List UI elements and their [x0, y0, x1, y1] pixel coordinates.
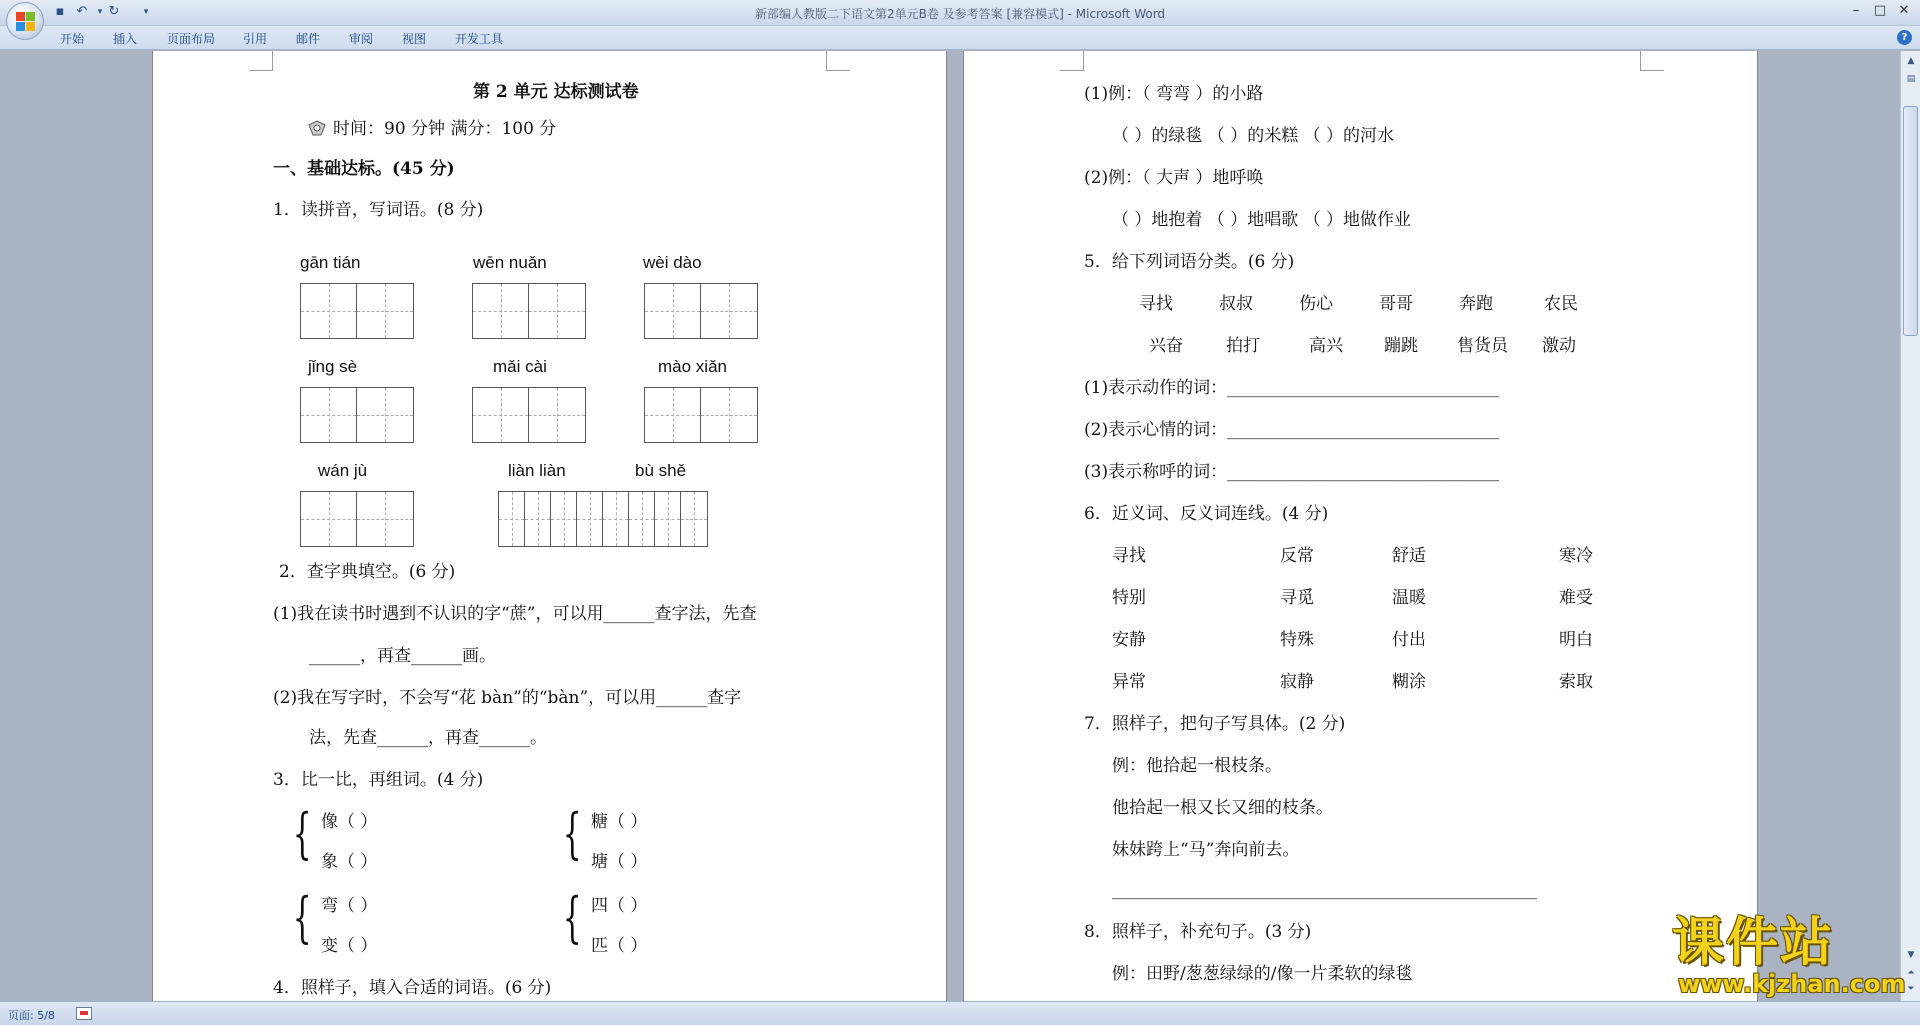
question-heading: 2．查字典填空。(6 分)	[279, 562, 456, 582]
page-count[interactable]: 页面: 5/8	[8, 1009, 55, 1022]
tab-references[interactable]: 引用	[243, 32, 268, 46]
word-chip: 哥哥	[1379, 294, 1413, 314]
pinyin-label: gān tián	[300, 253, 361, 272]
question-text: (2)我在写字时，不会写“花 bàn”的“bàn”，可以用______查字	[273, 688, 742, 708]
compare-word: 塘（ ）	[591, 852, 648, 872]
question-text: 例：他拾起一根枝条。	[1112, 756, 1282, 776]
brace: {	[562, 886, 582, 949]
crop-mark	[1060, 51, 1084, 71]
brace: {	[292, 886, 312, 949]
word-chip: 蹦跳	[1384, 336, 1418, 356]
scroll-up-icon[interactable]: ▲	[1907, 56, 1915, 66]
scroll-down-icon[interactable]: ▼	[1907, 950, 1915, 960]
match-word: 温暖	[1392, 588, 1426, 608]
compare-word: 变（ ）	[321, 936, 378, 956]
pinyin-label: wēn nuǎn	[473, 253, 547, 272]
ruler-toggle-icon[interactable]: ▤	[1906, 74, 1916, 84]
pinyin-label: mào xiǎn	[658, 357, 727, 376]
writing-grid	[300, 491, 414, 547]
writing-grid	[472, 283, 586, 339]
tab-developer[interactable]: 开发工具	[455, 32, 504, 46]
tab-insert[interactable]: 插入	[113, 32, 138, 46]
pinyin-label: mǎi cài	[493, 357, 547, 376]
question-heading: 1．读拼音，写词语。(8 分)	[273, 200, 484, 220]
question-heading: 7．照样子，把句子写具体。(2 分)	[1084, 714, 1346, 734]
writing-grid	[644, 283, 758, 339]
match-word: 难受	[1559, 588, 1593, 608]
match-word: 寂静	[1280, 672, 1314, 692]
office-button[interactable]	[6, 2, 44, 40]
status-bar	[0, 1001, 1920, 1025]
office-logo-icon	[16, 12, 36, 32]
writing-grid-wide	[498, 491, 708, 547]
match-word: 反常	[1280, 546, 1314, 566]
question-heading: 4．照样子，填入合适的词语。(6 分)	[273, 978, 552, 998]
match-word: 明白	[1559, 630, 1593, 650]
question-text: ______，再查______画。	[309, 646, 496, 666]
crop-mark	[826, 51, 850, 71]
match-word: 异常	[1112, 672, 1146, 692]
question-text: (2)表示心情的词：________________________________	[1084, 420, 1500, 440]
writing-grid	[472, 387, 586, 443]
question-text: 他拾起一根又长又细的枝条。	[1112, 798, 1333, 818]
pinyin-label: wèi dào	[643, 253, 702, 272]
next-page-icon[interactable]: ⏷	[1907, 984, 1915, 994]
save-icon[interactable]: ▪	[55, 4, 65, 19]
brace: {	[292, 802, 312, 865]
brace: {	[562, 802, 582, 865]
watermark-url: www.kjzhan.com	[1678, 970, 1906, 998]
compare-word: 糖（ ）	[591, 812, 648, 832]
compare-word: 像（ ）	[321, 812, 378, 832]
question-heading: 5．给下列词语分类。(6 分)	[1084, 252, 1295, 272]
ribbon-tabs	[0, 26, 1920, 50]
word-chip: 叔叔	[1219, 294, 1253, 314]
question-text: 例：田野/葱葱绿绿的/像一片柔软的绿毯	[1112, 964, 1413, 984]
match-word: 特别	[1112, 588, 1146, 608]
question-text: 法，先查______，再查______。	[309, 728, 547, 748]
pinyin-label: liàn liàn	[508, 461, 566, 480]
word-chip: 农民	[1544, 294, 1578, 314]
close-button[interactable]: ✕	[1898, 3, 1910, 18]
word-chip: 激动	[1542, 336, 1576, 356]
watermark-logo: 课件站	[1672, 913, 1835, 973]
match-word: 寻找	[1112, 546, 1146, 566]
question-text: (1)我在读书时遇到不认识的字“蔗”，可以用______查字法，先查	[273, 604, 757, 624]
pinyin-label: jǐng sè	[308, 357, 358, 376]
tab-mailings[interactable]: 邮件	[296, 32, 321, 46]
help-icon[interactable]: ?	[1897, 30, 1912, 45]
word-chip: 寻找	[1139, 294, 1173, 314]
word-chip: 兴奋	[1149, 336, 1183, 356]
test-title: 第 2 单元 达标测试卷	[473, 82, 639, 102]
window-title: 新部编人教版二下语文第2单元B卷 及参考答案 [兼容模式] - Microsoft Word	[754, 7, 1166, 21]
clock-icon	[307, 119, 327, 137]
crop-mark	[249, 51, 273, 71]
pinyin-label: bù shě	[635, 461, 687, 480]
time-line: 时间：90 分钟 满分：100 分	[333, 119, 557, 139]
document-area	[0, 51, 1900, 1001]
vertical-scrollbar[interactable]	[1900, 51, 1920, 1001]
match-word: 寻觅	[1280, 588, 1314, 608]
writing-grid	[644, 387, 758, 443]
word-chip: 高兴	[1309, 336, 1343, 356]
document-page-left[interactable]	[152, 51, 947, 1001]
prev-page-icon[interactable]: ⏶	[1907, 968, 1915, 978]
question-text: (1)例：（ 弯弯 ）的小路	[1084, 84, 1264, 104]
writing-grid	[300, 283, 414, 339]
match-word: 特殊	[1280, 630, 1314, 650]
writing-grid	[300, 387, 414, 443]
match-word: 付出	[1392, 630, 1426, 650]
question-text: (2)例：（ 大声 ）地呼唤	[1084, 168, 1264, 188]
question-text: （ ）的绿毯 （ ）的米糕 （ ）的河水	[1112, 126, 1395, 146]
compare-word: 象（ ）	[321, 852, 378, 872]
question-text: 妹妹跨上“马”奔向前去。	[1112, 840, 1300, 860]
compare-word: 四（ ）	[591, 896, 648, 916]
question-text: （ ）地抱着 （ ）地唱歌 （ ）地做作业	[1112, 210, 1412, 230]
tab-page-layout[interactable]: 页面布局	[167, 32, 216, 46]
undo-dropdown-icon[interactable]: ▾	[97, 7, 103, 17]
tab-view[interactable]: 视图	[402, 32, 427, 46]
question-text: (3)表示称呼的词：________________________________	[1084, 462, 1500, 482]
compare-word: 弯（ ）	[321, 896, 378, 916]
pinyin-label: wán jù	[318, 461, 368, 480]
section-heading: 一、基础达标。(45 分)	[273, 159, 455, 179]
customize-qat-icon[interactable]: ▾	[143, 7, 149, 17]
minimize-button[interactable]: –	[1852, 3, 1860, 18]
match-word: 寒冷	[1559, 546, 1593, 566]
compare-word: 匹（ ）	[591, 936, 648, 956]
document-page-right[interactable]	[963, 51, 1758, 1001]
tab-review[interactable]: 审阅	[349, 32, 374, 46]
title-bar	[0, 0, 1920, 26]
crop-mark	[1640, 51, 1664, 71]
question-heading: 8．照样子，补充句子。(3 分)	[1084, 922, 1312, 942]
match-word: 安静	[1112, 630, 1146, 650]
tab-home[interactable]: 开始	[60, 32, 85, 46]
match-word: 索取	[1559, 672, 1593, 692]
word-chip: 拍打	[1226, 336, 1260, 356]
word-chip: 伤心	[1299, 294, 1333, 314]
match-word: 舒适	[1392, 546, 1426, 566]
word-chip: 售货员	[1457, 336, 1508, 356]
question-heading: 6．近义词、反义词连线。(4 分)	[1084, 504, 1329, 524]
answer-blank: __________________________________________________	[1112, 880, 1537, 900]
undo-icon[interactable]: ↶	[76, 4, 88, 19]
proofing-icon[interactable]	[76, 1007, 92, 1020]
question-heading: 3．比一比，再组词。(4 分)	[273, 770, 484, 790]
redo-icon[interactable]: ↻	[108, 4, 120, 19]
question-text: (1)表示动作的词：________________________________	[1084, 378, 1500, 398]
scroll-thumb[interactable]	[1903, 106, 1918, 336]
maximize-button[interactable]: □	[1873, 3, 1887, 18]
match-word: 糊涂	[1392, 672, 1426, 692]
word-chip: 奔跑	[1459, 294, 1493, 314]
